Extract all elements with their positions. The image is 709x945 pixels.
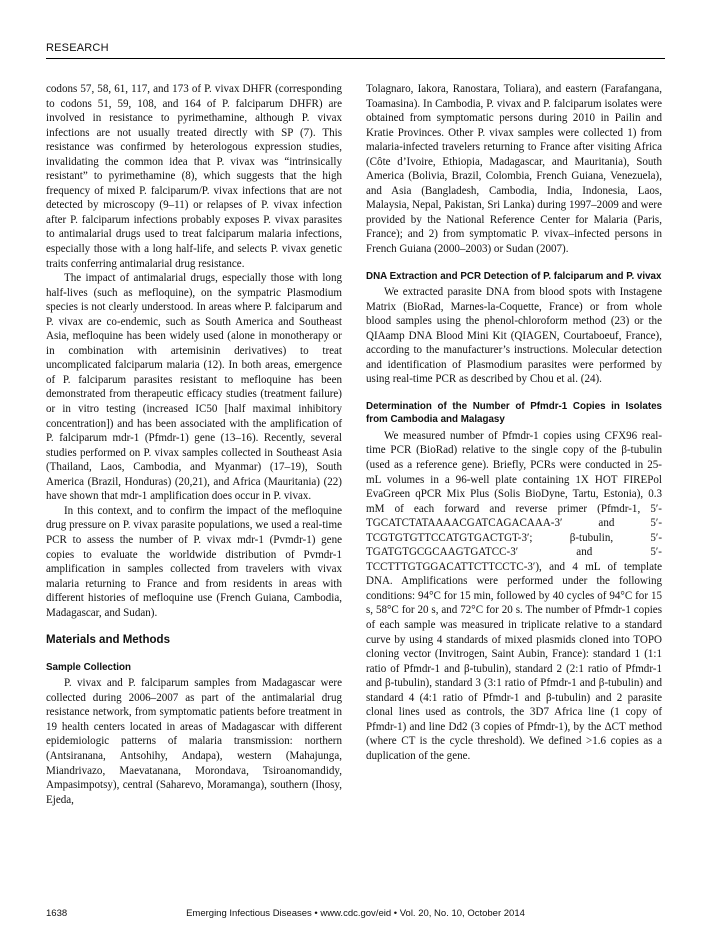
right-column bbox=[366, 82, 662, 763]
left-column bbox=[46, 82, 342, 807]
paragraph: The impact of antimalarial drugs, especially those with long half-lives (such as mefloquine), on the sympatric Plasmodium species is not clearly understood. In areas where P. falciparum and P. vivax are co-endemic, such as South America and Southeast Asia, mefloquine has been widely used (alone in monotherapy or in combination with artemisinin derivatives) to treat uncomplicated falciparum malaria (12). In both areas, emergence of P. falciparum parasites resistant to mefloquine has been demonstrated from therapeutic efficacy studies (treatment failure) or in vitro testing (increased IC50 [half maximal inhibitory concentration]) and has been associated with the amplification of P. falciparum mdr-1 (Pfmdr-1) gene (13–16). Recently, several studies performed on P. vivax samples collected in Southeast Asia (Thailand, Laos, Cambodia, and Myanmar) (17–19), South America (Brazil, Honduras) (20,21), and Africa (Mauritania) (22) have shown that mdr-1 amplification does occur in P. vivax. bbox=[46, 272, 342, 503]
header-rule bbox=[46, 58, 665, 59]
paragraph: Tolagnaro, Iakora, Ranostara, Toliara), and eastern (Farafangana, Toamasina). In Cambodia, P. vivax and P. falciparum isolates were obtained from symptomatic persons during 2010 in Pailin and Kratie Provinces. Other P. vivax samples were collected 1) from malaria-infected travelers returning to France after visiting Africa (Côte d’Ivoire, Ethiopia, Madagascar, and Mauritania), South America (Bolivia, Brazil, Colombia, French Guiana, Venezuela), and Asia (Bangladesh, Cambodia, India, Indonesia, Laos, Malaysia, Nepal, Pakistan, Sri Lanka) during 1997–2009 and were provided by the National Reference Center for Malaria (Paris, France); and 2) from symptomatic P. vivax–infected persons in French Guiana (2000–2003) or Sudan (2007). bbox=[366, 83, 662, 256]
paragraph: We extracted parasite DNA from blood spots with Instagene Matrix (BioRad, Marnes-la-Coquette, France) or from whole blood samples using the phenol-chloroform method (23) or the QIAamp DNA Blood Mini Kit (QIAGEN, Courtaboeuf, France), according to the manufacturer’s instructions. Molecular detection and identification of Plasmodium parasites were performed by using real-time PCR as described by Chou et al. (24). bbox=[366, 286, 662, 386]
page-number: 1638 bbox=[46, 908, 68, 919]
paragraph: codons 57, 58, 61, 117, and 173 of P. vivax DHFR (corresponding to codons 51, 59, 108, and 164 of P. falciparum DHFR) are involved in resistance to pyrimethamine, although P. vivax infections are not usually treated directly with SP (7). This resistance was confirmed by heterologous expression studies, invalidating the common idea that P. vivax was “intrinsically resistant” to pyrimethamine (8), which suggests that the high frequency of mixed P. falciparum/P. vivax infections that are not detected by microscopy (9–11) or relapses of P. vivax infection after P. falciparum infections probably exposes P. vivax parasites to antimalarial drugs used to treat falciparum malaria infections, especially those with a long half-life, and selects P. vivax genetic traits conferring antimalarial drug resistance. bbox=[46, 83, 342, 270]
subsection-heading: DNA Extraction and PCR Detection of P. falciparum and P. vivax bbox=[366, 270, 662, 282]
section-label: RESEARCH bbox=[46, 42, 109, 54]
subsection-heading: Sample Collection bbox=[46, 661, 131, 673]
paragraph: In this context, and to confirm the impact of the mefloquine drug pressure on P. vivax parasite populations, we used a real-time PCR to assess the number of P. vivax mdr-1 (Pvmdr-1) gene copies to evaluate the worldwide distribution of Pvmdr-1 amplification in samples collected from travelers with vivax malaria returning to France and from residents in areas with different histories of mefloquine use (French Guiana, Cambodia, Madagascar, and Sudan). bbox=[46, 504, 342, 619]
section-heading: Materials and Methods bbox=[46, 634, 170, 647]
subsection-heading: Determination of the Number of Pfmdr-1 Copies in Isolates from Cambodia and Malagasy bbox=[366, 400, 662, 426]
paragraph: P. vivax and P. falciparum samples from Madagascar were collected during 2006–2007 as part of the antimalarial drug resistance network, from symptomatic patients before treatment in 19 health centers located in areas of Madagascar with different epidemiologic patterns of malaria transmission: northern (Antsiranana, Antsohihy, Andapa), western (Mahajunga, Miandrivazo, Maevatanana, Morondava, Tsiroanomandidy, Ampasimpotsy), central (Saharevo, Moramanga), southern (Ihosy, Ejeda, bbox=[46, 677, 342, 806]
journal-citation: Emerging Infectious Diseases • www.cdc.gov/eid • Vol. 20, No. 10, October 2014 bbox=[186, 908, 525, 919]
paragraph: We measured number of Pfmdr-1 copies using CFX96 real-time PCR (BioRad) relative to the single copy of the β-tubulin (used as a reference gene). Briefly, PCRs were conducted in 25-mL volumes in a 96-well plate containing 1X HOT FIREPol EvaGreen qPCR Mix Plus (Solis BioDyne, Tartu, Estonia), 0.3 mM of each forward and reverse primer (Pfmdr-1, 5′-TGCATCTATAAAACGATCAGACAAA-3′ and 5′-TCGTGTGTTCCATGTGACTGT-3′; β-tubulin, 5′-TGATGTGCGCAAGTGATCC-3′ and 5′-TCCTTTGTGGACATTCTTCCTC-3′), and 4 mL of template DNA. Amplifications were performed under the following conditions: 94°C for 15 min, followed by 40 cycles of 94°C for 15 s, 58°C for 20 s, and 72°C for 20 s. The number of Pfmdr-1 copies of each sample was measured in triplicate relative to a standard curve by using 4 standards of mixed plasmids cloned into TOPO cloning vector (Invitrogen, Saint Aubin, France): standard 1 (1:1 ratio of Pfmdr-1 and β-tubulin), standard 2 (2:1 ratio of Pfmdr-1 and β-tubulin), standard 3 (3:1 ratio of Pfmdr-1 and β-tubulin) and standard 4 (4:1 ratio of Pfmdr-1 and β-tubulin) and 2 parasite clonal lines used as controls, the 3D7 Africa line (1 copy of Pfmdr-1) and line Dd2 (3 copies of Pfmdr-1), by the ΔCT method (where CT is the cycle threshold). We defined >1.6 copies as a duplication of the gene. bbox=[366, 429, 662, 762]
